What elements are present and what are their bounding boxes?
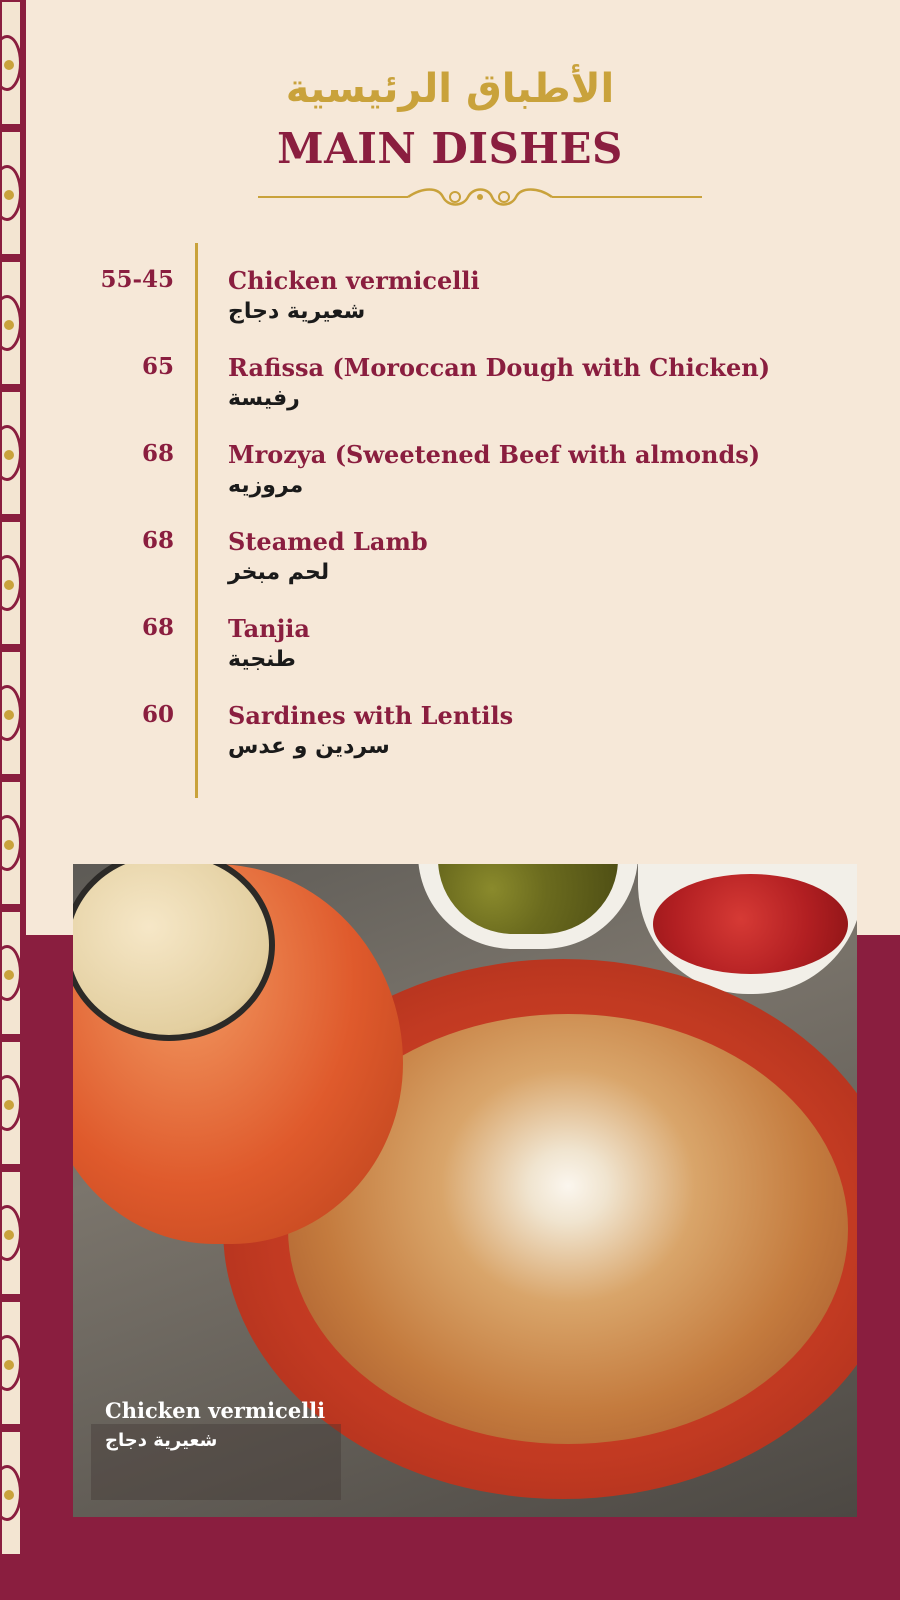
item-name: Sardines with Lentils xyxy=(228,701,514,730)
menu-item xyxy=(0,614,900,690)
item-price: 68 xyxy=(141,440,174,467)
photo-caption-arabic: شعيرية دجاج xyxy=(105,1430,218,1451)
item-name-arabic: سردين و عدس xyxy=(228,734,390,759)
ornament-tile xyxy=(0,1040,22,1166)
menu-item xyxy=(0,701,900,777)
ornament-tile xyxy=(0,910,22,1036)
sauce xyxy=(653,874,848,974)
photo-caption: Chicken vermicelli xyxy=(105,1398,326,1423)
item-name-arabic: مروزيه xyxy=(228,473,304,498)
ornament-tile xyxy=(0,780,22,906)
ornament-tile xyxy=(0,1170,22,1296)
menu-item xyxy=(0,527,900,603)
item-name: Tanjia xyxy=(228,614,310,643)
item-price: 68 xyxy=(141,614,174,641)
item-price: 60 xyxy=(141,701,174,728)
item-name-arabic: طنجية xyxy=(228,647,296,672)
dish-photo xyxy=(73,864,857,1517)
title-divider-ornament xyxy=(258,182,702,212)
decorative-border xyxy=(0,0,26,1600)
menu-item xyxy=(0,440,900,516)
item-price: 65 xyxy=(141,353,174,380)
item-name-arabic: شعيرية دجاج xyxy=(228,299,366,324)
item-name-arabic: لحم مبخر xyxy=(228,560,330,585)
page-title: MAIN DISHES xyxy=(277,124,623,173)
ornament-tile xyxy=(0,1430,22,1556)
menu-item xyxy=(0,266,900,342)
item-price: 55-45 xyxy=(100,266,174,293)
item-name: Rafissa (Moroccan Dough with Chicken) xyxy=(228,353,771,382)
item-name-arabic: رفيسة xyxy=(228,386,300,411)
ornament-tile xyxy=(0,1300,22,1426)
item-name: Mrozya (Sweetened Beef with almonds) xyxy=(228,440,761,469)
item-name: Chicken vermicelli xyxy=(228,266,480,295)
item-name: Steamed Lamb xyxy=(228,527,428,556)
menu-item xyxy=(0,353,900,429)
item-price: 68 xyxy=(141,527,174,554)
page-title-arabic: الأطباق الرئيسية xyxy=(285,66,615,112)
